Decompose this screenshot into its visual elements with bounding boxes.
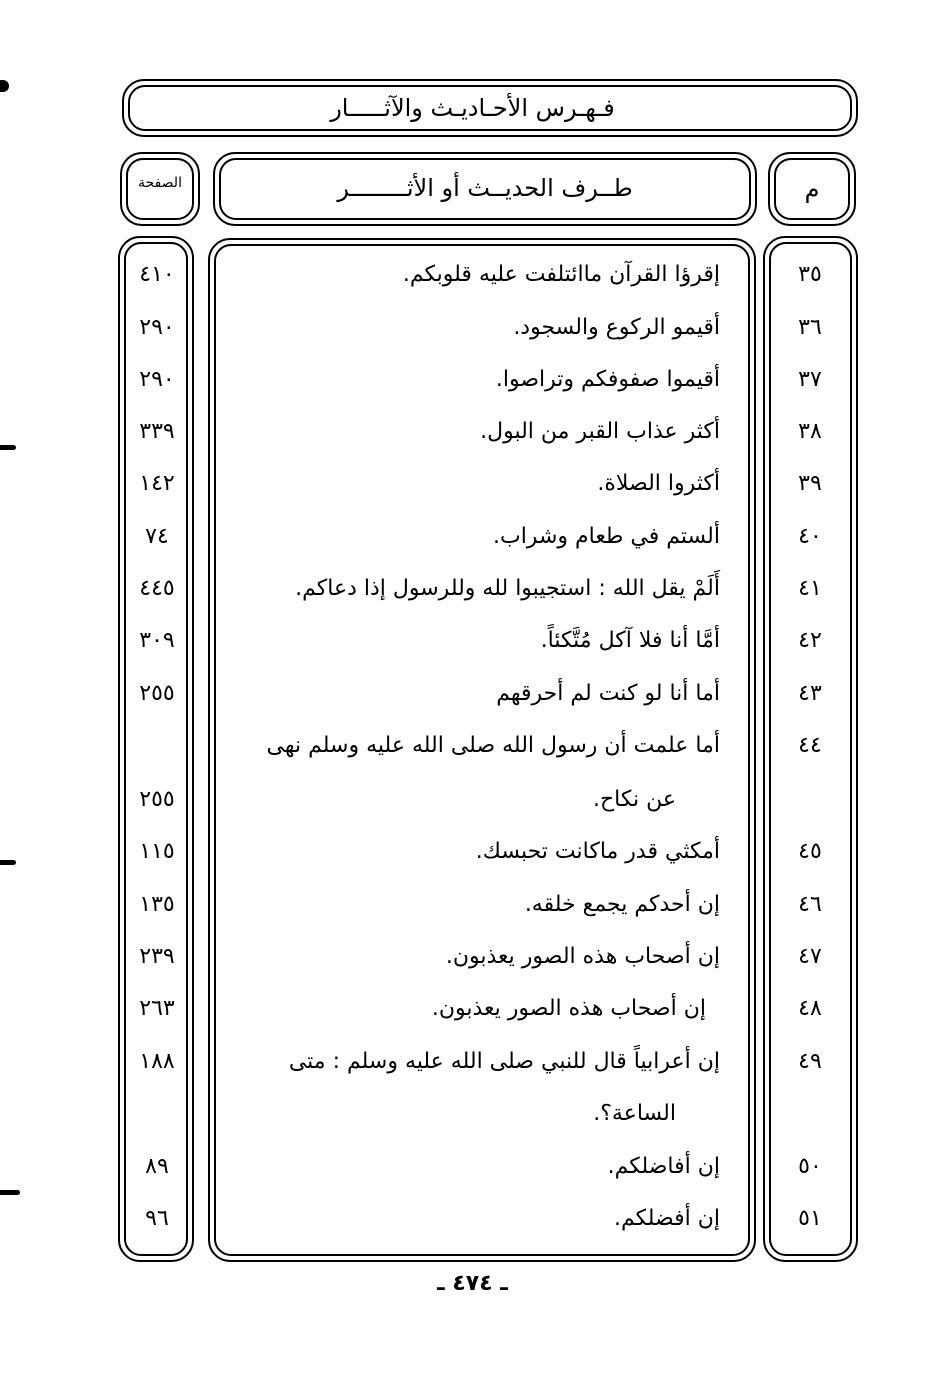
page-ref: ٤١٠ <box>139 262 175 287</box>
header-num: م <box>804 175 820 203</box>
row-number: ٤٣ <box>798 681 822 706</box>
table-row <box>0 668 945 720</box>
table-row <box>0 720 945 772</box>
page-ref: ١١٥ <box>139 839 175 864</box>
hadith-text: إن أعرابياً قال للنبي صلى الله عليه وسلم : متى <box>288 1049 720 1074</box>
page-ref: ٢٥٥ <box>139 681 175 706</box>
page-ref: ٢٩٠ <box>139 367 175 392</box>
hadith-text: أقيموا صفوفكم وتراصوا. <box>495 367 720 392</box>
hadith-text: إن أفاضلكم. <box>607 1154 720 1179</box>
page-ref: ٣٠٩ <box>139 628 175 653</box>
table-row <box>0 249 945 301</box>
scan-mark <box>0 1190 20 1195</box>
page-ref: ٢٣٩ <box>139 944 175 969</box>
header-text: طــرف الحديــث أو الأثــــــــر <box>337 174 633 202</box>
hadith-text: أمكثي قدر ماكانت تحبسك. <box>475 839 720 864</box>
hadith-text: إن أصحاب هذه الصور يعذبون. <box>445 944 720 969</box>
table-row <box>0 615 945 667</box>
table-row <box>0 826 945 878</box>
hadith-text: الساعة؟. <box>593 1101 676 1126</box>
page-number: ـ ٤٧٤ ـ <box>437 1271 508 1296</box>
hadith-text: إقرؤا القرآن ماائتلفت عليه قلوبكم. <box>402 262 720 287</box>
hadith-text: إن أحدكم يجمع خلقه. <box>524 892 720 917</box>
table-row <box>0 511 945 563</box>
table-row <box>0 458 945 510</box>
row-number: ٤٧ <box>798 944 822 969</box>
index-title: فـهـرس الأحـاديـث والآثـــــار <box>330 94 615 122</box>
row-number: ٤٩ <box>798 1049 822 1074</box>
hadith-text: أكثروا الصلاة. <box>597 471 720 496</box>
page-ref: ١٣٥ <box>139 892 175 917</box>
row-number: ٤٠ <box>798 524 822 549</box>
table-row <box>0 1141 945 1193</box>
row-number: ٣٧ <box>798 367 822 392</box>
table-row <box>0 302 945 354</box>
page-ref: ٧٤ <box>145 524 169 549</box>
hadith-text: أما أنا لو كنت لم أحرقهم <box>496 681 720 706</box>
page-ref: ٨٩ <box>145 1154 169 1179</box>
table-row <box>0 983 945 1035</box>
row-number: ٣٦ <box>798 315 822 340</box>
table-row <box>0 879 945 931</box>
row-number: ٣٥ <box>798 262 822 287</box>
table-row <box>0 1088 945 1140</box>
hadith-text: إن أفضلكم. <box>613 1206 720 1231</box>
hadith-text: أَلَمْ يقل الله : استجيبوا لله وللرسول إذا دعاكم. <box>295 576 720 601</box>
row-number: ٥١ <box>798 1206 822 1231</box>
page-ref: ١٨٨ <box>139 1049 175 1074</box>
page-ref: ١٤٢ <box>139 471 175 496</box>
page-ref: ٤٤٥ <box>139 576 175 601</box>
row-number: ٣٩ <box>798 471 822 496</box>
table-row <box>0 563 945 615</box>
header-page: الصفحة <box>138 175 182 191</box>
row-number: ٤٨ <box>798 996 822 1021</box>
hadith-text: أما علمت أن رسول الله صلى الله عليه وسلم نهى <box>266 733 720 758</box>
hadith-text: أقيمو الركوع والسجود. <box>513 315 720 340</box>
hadith-text: ألستم في طعام وشراب. <box>492 524 720 549</box>
table-row <box>0 931 945 983</box>
page-ref: ٢٥٥ <box>139 787 175 812</box>
scan-mark <box>0 860 16 865</box>
row-number: ٤٤ <box>798 733 822 758</box>
row-number: ٤٢ <box>798 628 822 653</box>
table-row <box>0 774 945 826</box>
scan-mark <box>0 80 9 92</box>
page-ref: ٩٦ <box>145 1206 169 1231</box>
hadith-text: عن نكاح. <box>592 787 676 812</box>
page-ref: ٣٣٩ <box>139 419 175 444</box>
table-row <box>0 354 945 406</box>
hadith-text: إن أصحاب هذه الصور يعذبون. <box>431 996 706 1021</box>
table-row <box>0 1193 945 1245</box>
row-number: ٤٦ <box>798 892 822 917</box>
row-number: ٣٨ <box>798 419 822 444</box>
row-number: ٤١ <box>798 576 822 601</box>
hadith-text: أمَّا أنا فلا آكل مُتَّكئاً. <box>540 628 720 653</box>
scan-mark <box>0 445 16 450</box>
hadith-text: أكثر عذاب القبر من البول. <box>480 419 720 444</box>
page-ref: ٢٩٠ <box>139 315 175 340</box>
page-ref: ٢٦٣ <box>139 996 175 1021</box>
row-number: ٥٠ <box>798 1154 822 1179</box>
table-row <box>0 406 945 458</box>
row-number: ٤٥ <box>798 839 822 864</box>
table-row <box>0 1036 945 1088</box>
